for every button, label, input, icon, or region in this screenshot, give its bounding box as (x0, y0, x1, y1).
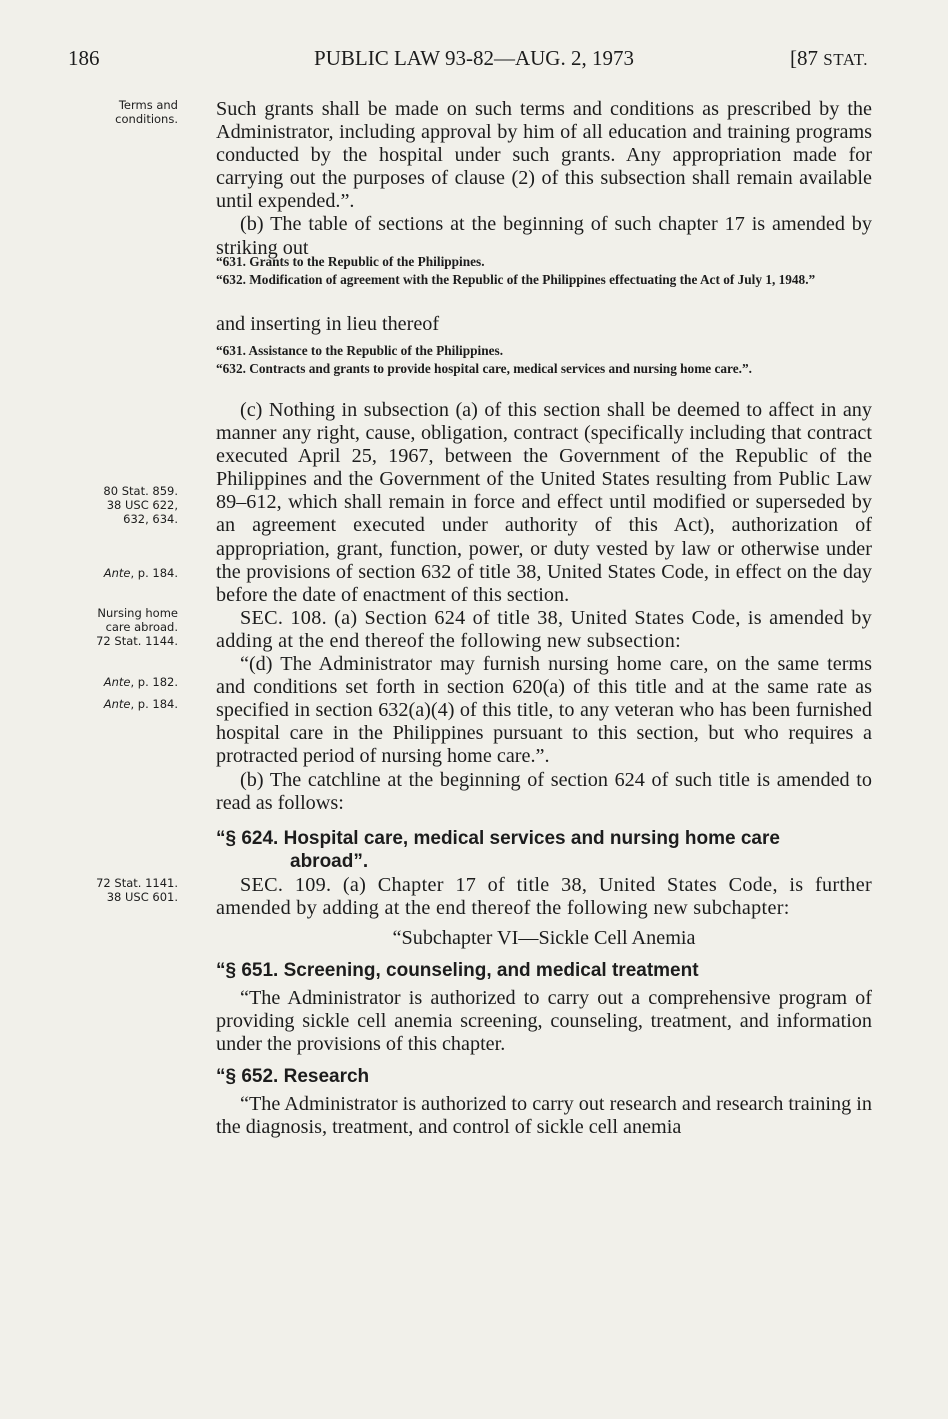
paragraph-catchline: (b) The catchline at the beginning of section 624 of such title is amended to read as follows: (216, 768, 872, 814)
paragraph-651: “The Administrator is authorized to carry out a comprehensive program of providing sickle cell anemia screening, counseling, treatment, and information under the provisions of this chapter. (216, 987, 872, 1056)
margin-text: , p. 182. (130, 675, 178, 689)
subchapter-title: “Subchapter VI—Sickle Cell Anemia (392, 927, 696, 950)
inserted-sections (216, 343, 872, 377)
struck-section-632: “632. Modification of agreement with the Republic of the Philippines effectuating the Act of July 1, 1948.” (216, 272, 816, 287)
margin-note-terms (56, 98, 178, 126)
margin-text: care abroad. (105, 620, 178, 634)
margin-note-ante-184-b (56, 697, 178, 711)
section-651-heading: “§ 651. Screening, counseling, and medical treatment (216, 960, 699, 982)
margin-text: Nursing home (97, 606, 178, 620)
paragraph-table-of-sections: (b) The table of sections at the beginning of such chapter 17 is amended by striking out (216, 213, 872, 259)
margin-text: 632, 634. (123, 512, 178, 526)
margin-italic: Ante (103, 697, 131, 711)
inserted-section-632: “632. Contracts and grants to provide hospital care, medical services and nursing home care.”. (216, 361, 752, 376)
margin-text: 72 Stat. 1141. (96, 876, 178, 890)
struck-sections (216, 254, 872, 288)
paragraph-grants: Such grants shall be made on such terms and conditions as prescribed by the Administrator, including approval by him of all education and training programs conducted by the hospital under such grants. Any appropriation made for carrying out the purposes of clause (2) of this subsection shall remain available until expended.”. (216, 98, 872, 213)
heading-624 (216, 827, 872, 873)
paragraph-subsection-d: “(d) The Administrator may furnish nursing home care, on the same terms and conditions set forth in section 620(a) of this title and at the same rate as specified in section 632(a)(4) of this title, to any veteran who has been furnished hospital care in the Philippines pursuant to this section, but who requires a protracted period of nursing home care.”. (216, 653, 872, 768)
page-number: 186 (68, 46, 100, 70)
body-block-1 (216, 98, 872, 260)
margin-note-stat-1141 (56, 876, 178, 904)
body-block-2 (216, 399, 872, 815)
margin-note-ante-182 (56, 675, 178, 689)
section-624-heading: “§ 624. Hospital care, medical services and nursing home care (216, 828, 780, 849)
margin-italic: Ante (103, 566, 131, 580)
running-title: PUBLIC LAW 93-82—AUG. 2, 1973 (314, 46, 634, 70)
paragraph-652: “The Administrator is authorized to carry out research and research training in the diagnosis, treatment, and control of sickle cell anemia (216, 1092, 872, 1138)
volume-prefix: [87 (790, 46, 824, 70)
margin-note-ante-184 (56, 566, 178, 580)
volume-reference (790, 46, 868, 71)
body-block-3 (216, 874, 872, 1139)
margin-text: , p. 184. (130, 697, 178, 711)
inserted-section-631: “631. Assistance to the Republic of the Philippines. (216, 343, 504, 358)
margin-note-stat-859 (56, 484, 178, 526)
section-652-heading: “§ 652. Research (216, 1065, 370, 1087)
paragraph-sec-108: SEC. 108. (a) Section 624 of title 38, United States Code, is amended by adding at the end thereof the following new subsection: (216, 606, 872, 652)
inserting-line (216, 313, 872, 336)
margin-note-nursing-home (56, 606, 178, 648)
paragraph-sec-109: SEC. 109. (a) Chapter 17 of title 38, United States Code, is further amended by adding at the end thereof the following new subchapter: (216, 874, 872, 920)
margin-text: , p. 184. (130, 566, 178, 580)
margin-italic: Ante (103, 675, 131, 689)
margin-text: Terms and (118, 98, 178, 112)
margin-text: 38 USC 601. (106, 890, 178, 904)
section-624-heading-cont: abroad”. (290, 851, 369, 872)
struck-section-631: “631. Grants to the Republic of the Philippines. (216, 254, 485, 269)
margin-text: 80 Stat. 859. (103, 484, 178, 498)
paragraph-savings-clause: (c) Nothing in subsection (a) of this section shall be deemed to affect in any manner any right, cause, obligation, contract (specifically including that contract executed April 25, 1967, between the Government of the Republic of the Philippines and the Government of the United States resulting from Public Law 89–612, which shall remain in force and effect until modified or superseded by an agreement executed under authority of this Act), authorization of appropriation, grant, function, power, or duty vested by law or otherwise under the provisions of section 632 of title 38, United States Code, in effect on the day before the date of enactment of this section. (216, 399, 872, 606)
margin-text: conditions. (115, 112, 178, 126)
margin-text: 72 Stat. 1144. (96, 634, 178, 648)
page-header (0, 46, 948, 76)
margin-text: 38 USC 622, (106, 498, 178, 512)
volume-stat: STAT. (823, 50, 868, 69)
paragraph-inserting: and inserting in lieu thereof (216, 313, 440, 335)
